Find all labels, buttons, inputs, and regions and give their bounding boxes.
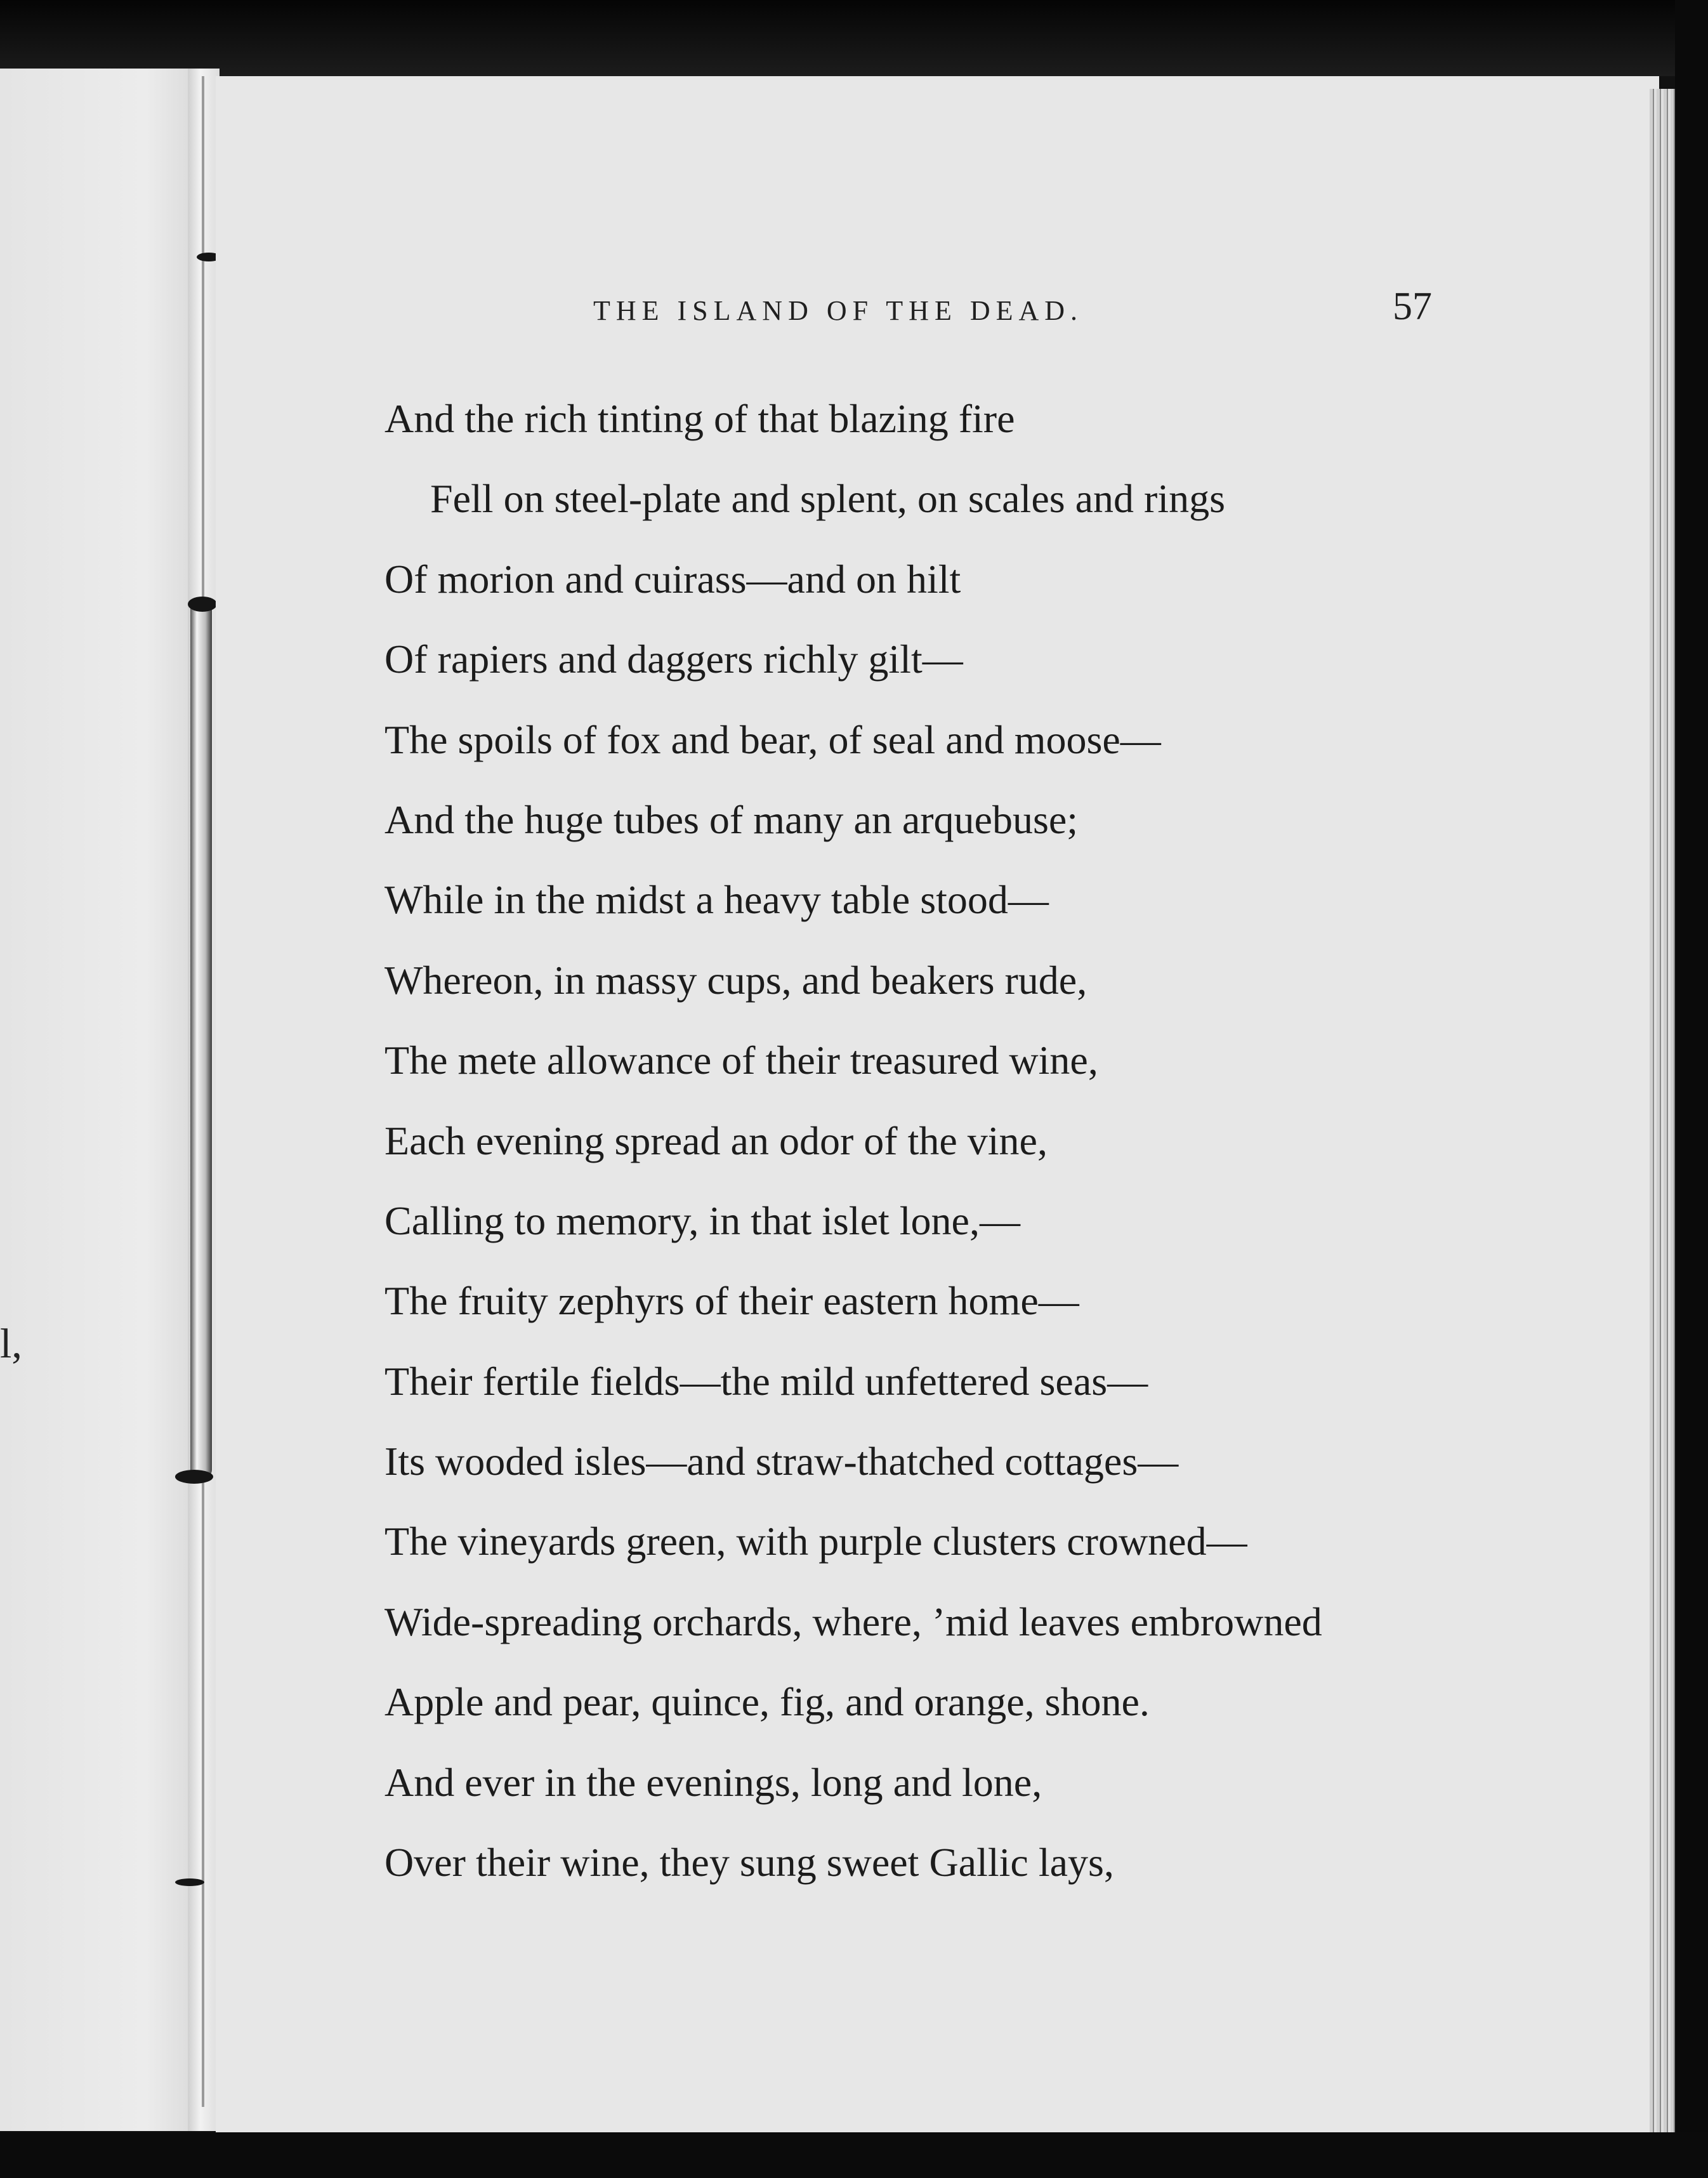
poem-line: And ever in the evenings, long and lone, bbox=[384, 1759, 1042, 1805]
page-number: 57 bbox=[1393, 285, 1432, 328]
binding-stitch-mark bbox=[175, 1878, 204, 1886]
poem-line: Its wooded isles—and straw-thatched cottages— bbox=[384, 1439, 1179, 1484]
poem-line: The vineyards green, with purple clusters crowned— bbox=[384, 1519, 1247, 1564]
scan-frame-right bbox=[1675, 0, 1708, 2178]
binding-stitch-mark bbox=[175, 1470, 213, 1484]
poem-line: Over their wine, they sung sweet Gallic lays, bbox=[384, 1840, 1114, 1885]
poem-line: And the huge tubes of many an arquebuse; bbox=[384, 796, 1079, 842]
binding-stitch-mark bbox=[188, 597, 217, 612]
scan-frame-top bbox=[0, 0, 1708, 76]
scan-frame-bottom bbox=[0, 2132, 1708, 2178]
poem-line: Calling to memory, in that islet lone,— bbox=[384, 1198, 1020, 1243]
left-page-text-fragment: l, bbox=[0, 1321, 22, 1367]
poem-line: The mete allowance of their treasured wine, bbox=[384, 1038, 1098, 1083]
poem-line: The spoils of fox and bear, of seal and moose— bbox=[384, 716, 1161, 762]
poem-line: Fell on steel-plate and splent, on scales and rings bbox=[430, 476, 1226, 522]
poem-line: The fruity zephyrs of their eastern home— bbox=[384, 1278, 1079, 1324]
poem-line: Of rapiers and daggers richly gilt— bbox=[384, 637, 963, 682]
poem-line: Each evening spread an odor of the vine, bbox=[384, 1118, 1048, 1163]
page-edges bbox=[1650, 89, 1675, 2132]
poem-line: While in the midst a heavy table stood— bbox=[384, 877, 1049, 923]
poem-line: Whereon, in massy cups, and beakers rude, bbox=[384, 957, 1087, 1003]
left-page bbox=[0, 69, 209, 2131]
poem-line: And the rich tinting of that blazing fire bbox=[384, 396, 1015, 441]
poem-line: Apple and pear, quince, fig, and orange, shone. bbox=[384, 1679, 1150, 1725]
poem-line: Of morion and cuirass—and on hilt bbox=[384, 556, 961, 602]
running-head: THE ISLAND OF THE DEAD. bbox=[593, 295, 1084, 326]
poem-line: Wide-spreading orchards, where, ’mid leaves embrowned bbox=[384, 1599, 1322, 1644]
ribbon-bookmark bbox=[190, 603, 212, 1479]
poem-line: Their fertile fields—the mild unfettered seas— bbox=[384, 1358, 1148, 1404]
poem-text bbox=[384, 393, 1641, 1917]
